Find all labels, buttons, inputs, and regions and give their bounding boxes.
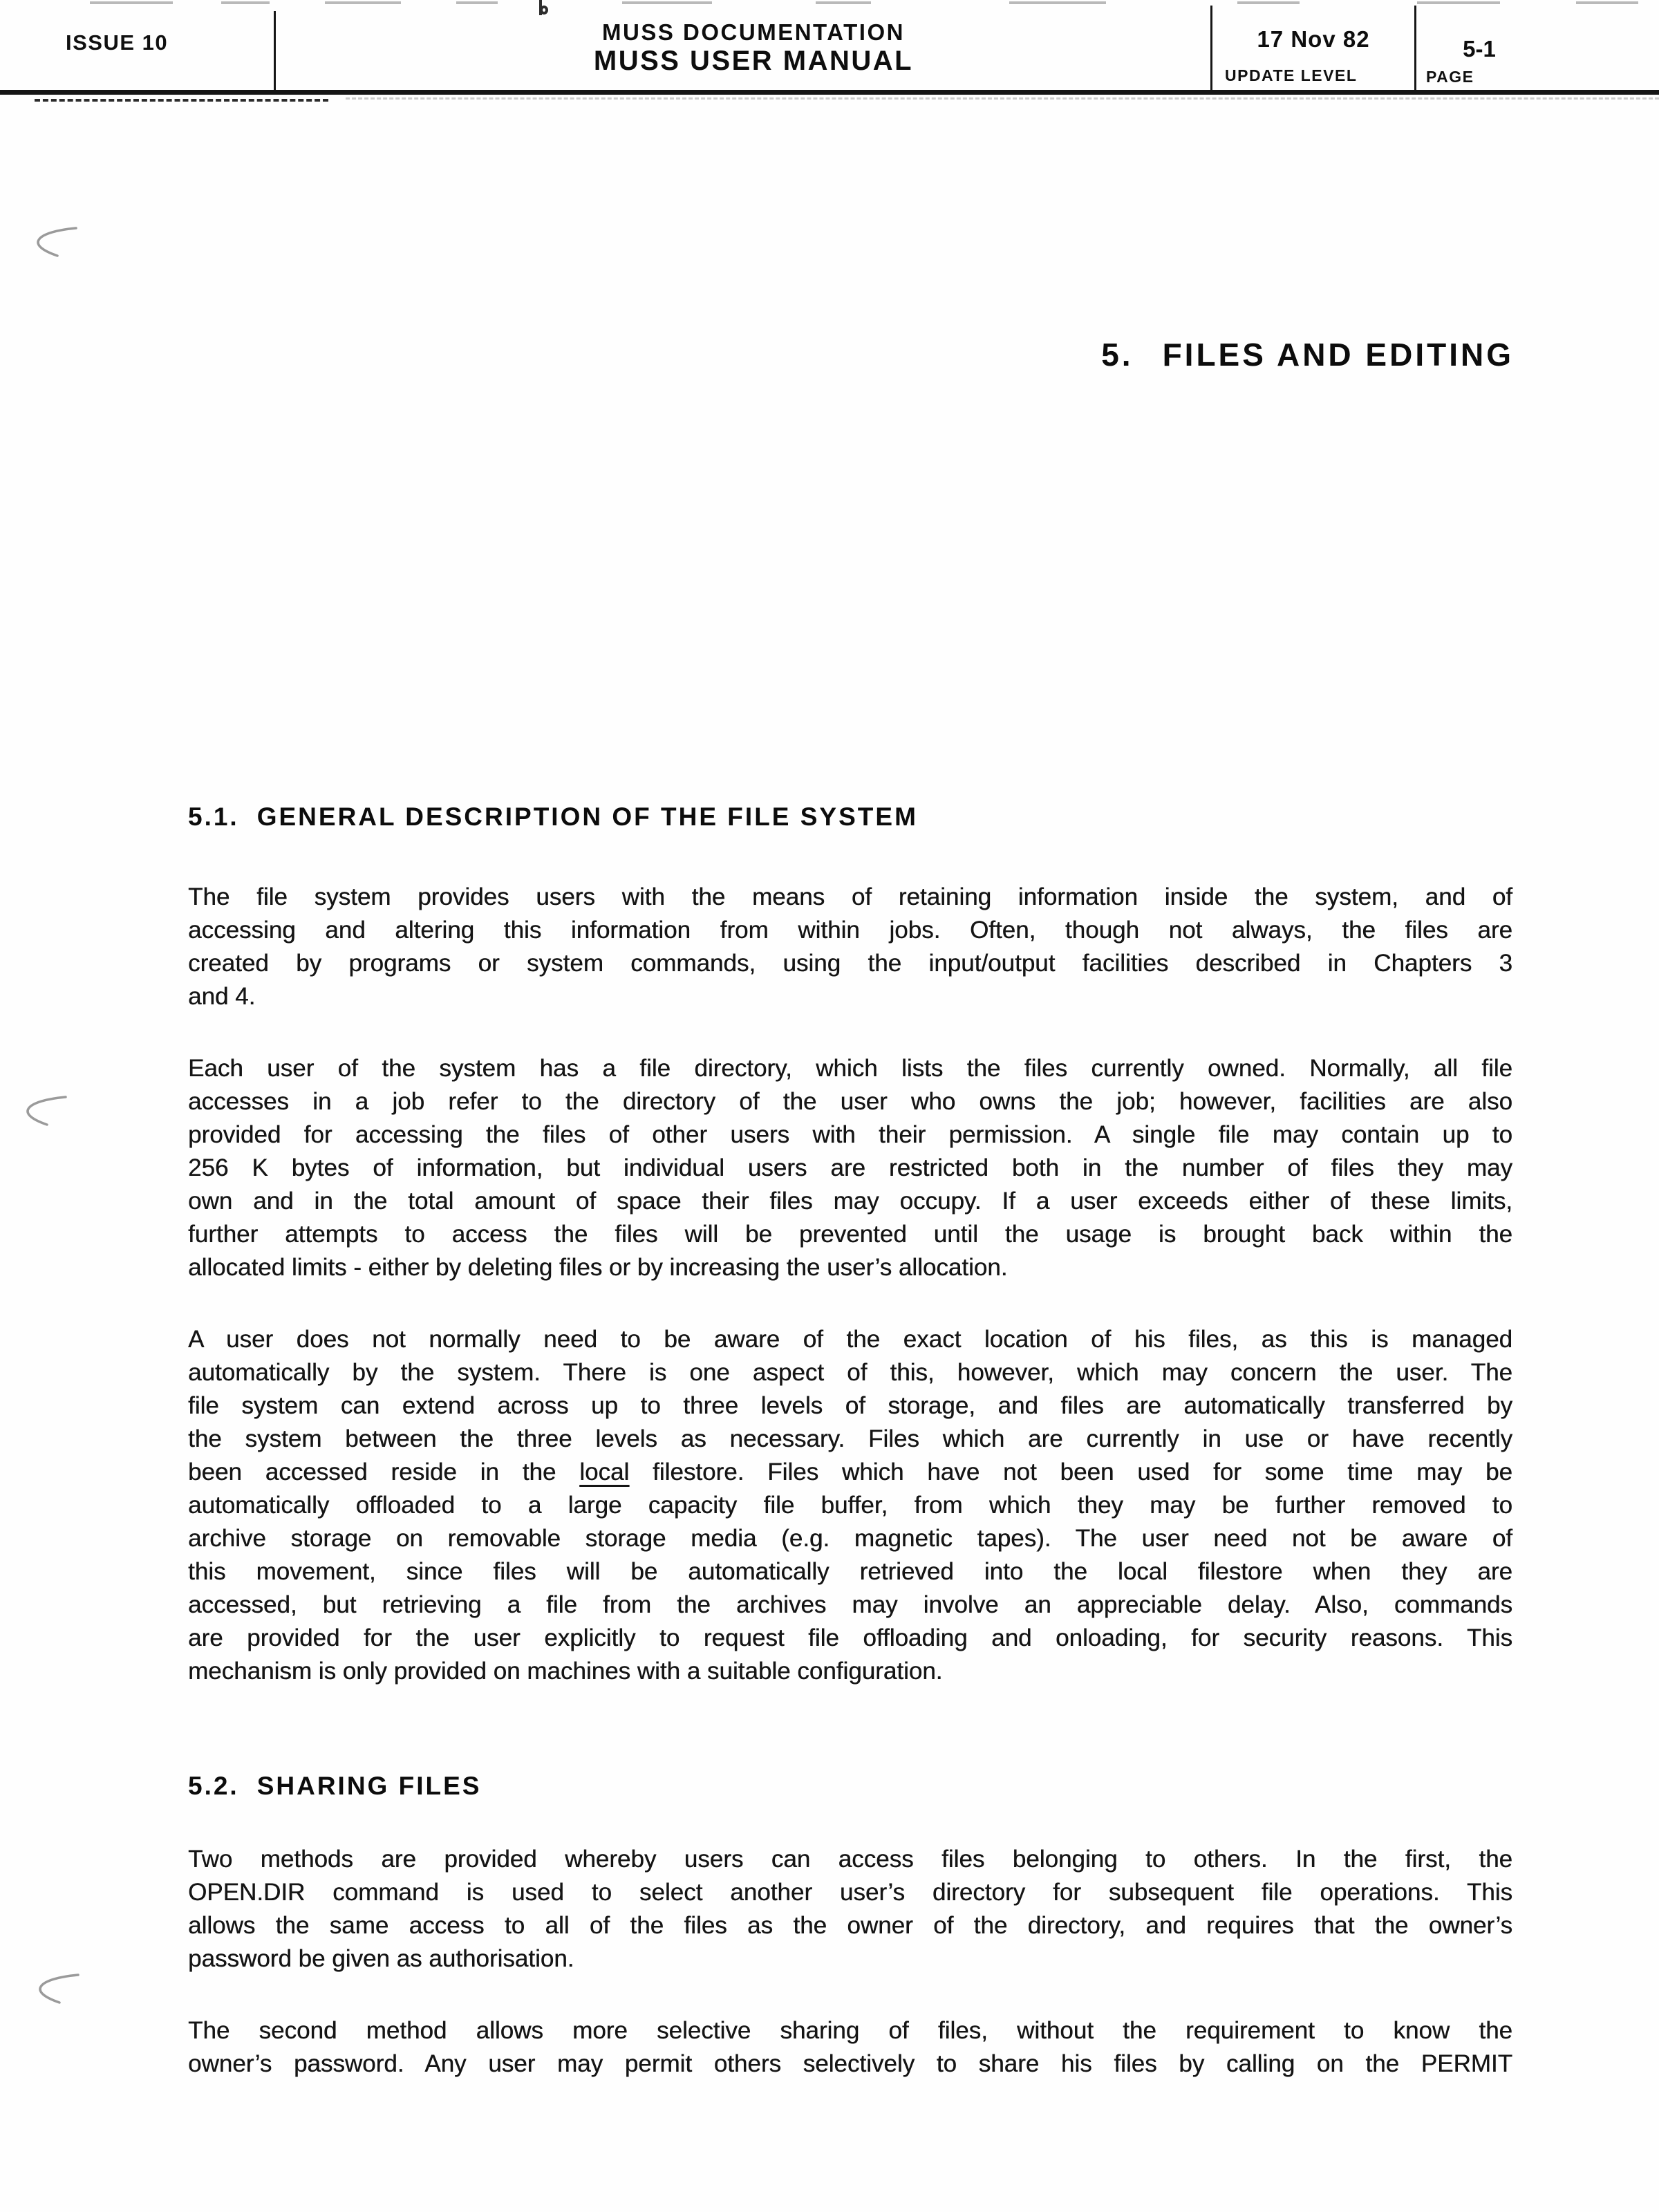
text-line: created by programs or system commands, using the input/output facilities described in Chapters 3 bbox=[188, 950, 1512, 977]
text-line: owner’s password. Any user may permit others selectively to share his files by calling on the PERMIT bbox=[188, 2050, 1512, 2077]
paragraph bbox=[188, 881, 1512, 1013]
section-heading-5-2 bbox=[188, 1771, 1512, 1801]
text-line: archive storage on removable storage media (e.g. magnetic tapes). The user need not be aware of bbox=[188, 1525, 1512, 1552]
header-divider-3 bbox=[1414, 6, 1416, 91]
section-body-5-1 bbox=[188, 881, 1512, 1688]
header-divider-1 bbox=[274, 11, 276, 91]
header-page-label: PAGE bbox=[1426, 68, 1474, 86]
section-number: 5.1. bbox=[188, 803, 239, 831]
section-title: SHARING FILES bbox=[256, 1772, 482, 1800]
scan-speck bbox=[325, 1, 401, 4]
text-line: file system can extend across up to three levels of storage, and files are automatically transferred by bbox=[188, 1392, 1512, 1419]
section-number: 5.2. bbox=[188, 1772, 239, 1800]
header-doc-title bbox=[567, 19, 940, 76]
text-line: Each user of the system has a file directory, which lists the files currently owned. Normally, all file bbox=[188, 1055, 1512, 1082]
header-divider-2 bbox=[1210, 6, 1212, 91]
section-title: GENERAL DESCRIPTION OF THE FILE SYSTEM bbox=[256, 803, 918, 831]
text-line: the system between the three levels as necessary. Files which are currently in use or have recently bbox=[188, 1425, 1512, 1452]
paragraph bbox=[188, 1052, 1512, 1284]
text-line: automatically offloaded to a large capacity file buffer, from which they may be further removed to bbox=[188, 1492, 1512, 1519]
text-line: The file system provides users with the means of retaining information inside the system, and of bbox=[188, 883, 1512, 910]
text-line: own and in the total amount of space their files may occupy. If a user exceeds either of these limits, bbox=[188, 1188, 1512, 1215]
scan-speck bbox=[1417, 1, 1500, 4]
scan-speck bbox=[622, 1, 712, 4]
paragraph bbox=[188, 1323, 1512, 1688]
scan-speck bbox=[1576, 1, 1638, 4]
text-line: and 4. bbox=[188, 983, 256, 1010]
underlined-term: local bbox=[579, 1459, 630, 1485]
text-line: mechanism is only provided on machines with a suitable configuration. bbox=[188, 1658, 943, 1685]
scan-arc-artifact bbox=[17, 225, 79, 259]
text-line: further attempts to access the files will be prevented until the usage is brought back within the bbox=[188, 1221, 1512, 1248]
text-line: automatically by the system. There is one aspect of this, however, which may concern the user. The bbox=[188, 1359, 1512, 1386]
text-line: 256 K bytes of information, but individual users are restricted both in the number of files they may bbox=[188, 1154, 1512, 1181]
paragraph bbox=[188, 1843, 1512, 1976]
scan-speck bbox=[221, 1, 270, 4]
scan-speck bbox=[1009, 1, 1106, 4]
header-update-level-label: UPDATE LEVEL bbox=[1225, 66, 1358, 84]
section-heading-5-1 bbox=[188, 802, 1512, 832]
scan-speck bbox=[816, 1, 871, 4]
scan-speck-part bbox=[540, 6, 548, 15]
scan-speck bbox=[456, 1, 498, 4]
text-line: this movement, since files will be automatically retrieved into the local filestore when they are bbox=[188, 1558, 1512, 1585]
chapter-title: FILES AND EDITING bbox=[1162, 337, 1514, 373]
header-page-number: 5-1 bbox=[1463, 36, 1496, 62]
header-doc-name: MUSS USER MANUAL bbox=[593, 46, 914, 76]
chapter-number: 5. bbox=[1101, 337, 1134, 373]
text-line: are provided for the user explicitly to request file offloading and onloading, for security reasons. This bbox=[188, 1624, 1512, 1651]
scan-arc-artifact bbox=[7, 1094, 69, 1128]
header-rule bbox=[0, 90, 1659, 95]
text-line: allocated limits - either by deleting files or by increasing the user’s allocation. bbox=[188, 1254, 1008, 1281]
header-doc-series: MUSS DOCUMENTATION bbox=[602, 19, 905, 45]
text-line: provided for accessing the files of other users with their permission. A single file may contain up to bbox=[188, 1121, 1512, 1148]
header-issue-label: ISSUE 10 bbox=[66, 30, 169, 55]
text-line: OPEN.DIR command is used to select another user’s directory for subsequent file operations. This bbox=[188, 1879, 1512, 1906]
scan-arc-artifact bbox=[19, 1971, 82, 2006]
header-update-date: 17 Nov 82 bbox=[1257, 26, 1370, 52]
scan-speck bbox=[1237, 1, 1300, 4]
text-line: accessed, but retrieving a file from the archives may involve an appreciable delay. Also, commands bbox=[188, 1591, 1512, 1618]
text-line: A user does not normally need to be aware of the exact location of his files, as this is managed bbox=[188, 1326, 1512, 1353]
text-line: accesses in a job refer to the directory of the user who owns the job; however, facilities are also bbox=[188, 1088, 1512, 1115]
scan-speck-glyph bbox=[538, 0, 550, 17]
header-rule-echo-right bbox=[346, 97, 1659, 100]
page-content bbox=[188, 802, 1512, 2119]
text-line: Two methods are provided whereby users can access files belonging to others. In the first, the bbox=[188, 1846, 1512, 1873]
header-rule-echo-left bbox=[35, 99, 328, 102]
paragraph bbox=[188, 2014, 1512, 2081]
text-line: been accessed reside in the local filestore. Files which have not been used for some time may be bbox=[188, 1459, 1512, 1485]
text-line: The second method allows more selective sharing of files, without the requirement to know the bbox=[188, 2017, 1512, 2044]
section-body-5-2 bbox=[188, 1843, 1512, 2081]
scan-speck bbox=[90, 1, 173, 4]
text-line: accessing and altering this information from within jobs. Often, though not always, the files are bbox=[188, 917, 1512, 944]
text-line: password be given as authorisation. bbox=[188, 1945, 574, 1972]
text-line: allows the same access to all of the files as the owner of the directory, and requires that the owner’s bbox=[188, 1912, 1512, 1939]
chapter-heading bbox=[968, 336, 1514, 373]
